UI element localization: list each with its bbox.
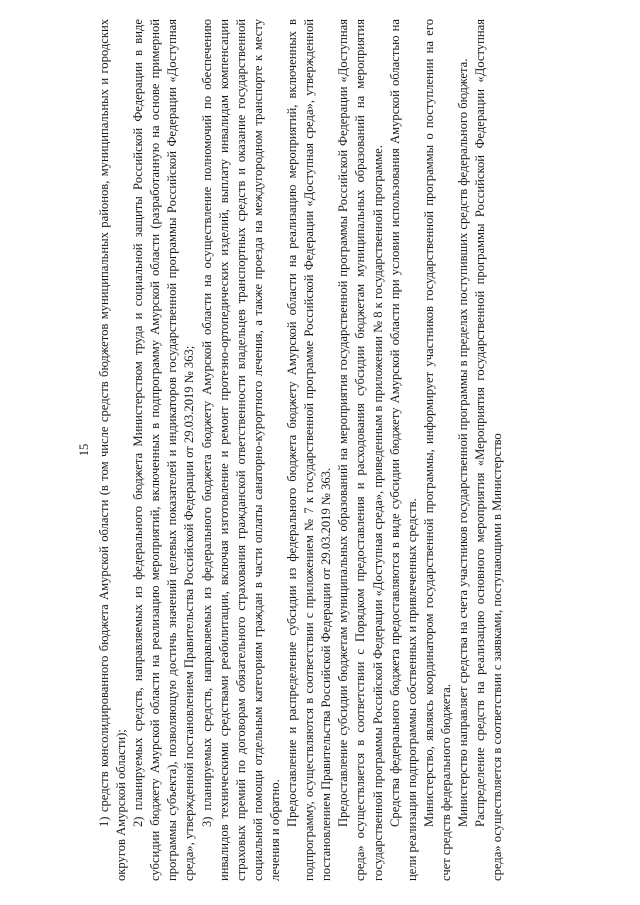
paragraph: Министерство направляет средства на счета участников государственной программы в пределах поступивших средств федерального бюджета. <box>455 58 470 827</box>
document-body <box>96 19 506 881</box>
paragraph: 1) средств консолидированного бюджета Амурской области (в том числе средств бюджетов муниципальных районов, муниципальных и городских округов Амурской области); <box>97 19 129 881</box>
paragraph: Предоставление субсидии бюджетам муниципальных образований на мероприятия государственной программы Российской Федерации «Доступная среда» осуществляется в соответствии с Порядком предоставления и расходования субсидии бюджетам муниципальных образований на мероприятия государственной программы Российской Федерации «Доступная среда», приведенным в приложении № 8 к государственной программе. <box>336 19 385 881</box>
page-number: 15 <box>77 443 91 457</box>
paragraph: Предоставление и распределение субсидии из федерального бюджета бюджету Амурской области на реализацию мероприятий, включенных в подпрограмму, осуществляются в соответствии с приложением № 7 к государственной программе Российской Федерации «Доступная среда», утвержденной постановлением Правительства Российской Федерации от 29.03.2019 № 363. <box>285 19 334 881</box>
rotated-text-frame <box>76 19 568 881</box>
paragraph: Распределение средств на реализацию основного мероприятия «Мероприятия государственной программы Российской Федерации «Доступная среда» осуществляется в соответствии с заявками, поступающими в Министерство <box>473 19 505 881</box>
paragraph: 3) планируемых средств, направляемых из федерального бюджета бюджету Амурской области на осуществление полномочий по обеспечению инвалидов техническими средствами реабилитации, включая изготовление и ремонт протезно-ортопедических изделий, выплату инвалидам компенсации страховых премий по договорам обязательного страхования гражданской ответственности владельцев транспортных средств и оказание государственной социальной помощи отдельным категориям граждан в части оплаты санаторно-курортного лечения, а также проезда на междугородном транспорте к месту лечения и обратно. <box>199 19 282 881</box>
paragraph: 2) планируемых средств, направляемых из федерального бюджета Министерством труда и социальной защиты Российской Федерации в виде субсидии бюджету Амурской области на реализацию мероприятий, включенных в подпрограмму Амурской области (разработанную на основе примерной программы субъекта), позволяющую достичь значений целевых показателей и индикаторов государственной программы Российской Федерации «Доступная среда», утвержденной постановлением Правительства Российской Федерации от 29.03.2019 № 363; <box>131 19 197 881</box>
paragraph: Министерство, являясь координатором государственной программы, информирует участников государственной программы о поступлении на его счет средств федерального бюджета. <box>421 19 453 881</box>
paragraph: Средства федерального бюджета предоставляются в виде субсидии бюджету Амурской области при условии использования Амурской областью на цели реализации подпрограммы собственных и привлеченных средств. <box>387 19 419 881</box>
